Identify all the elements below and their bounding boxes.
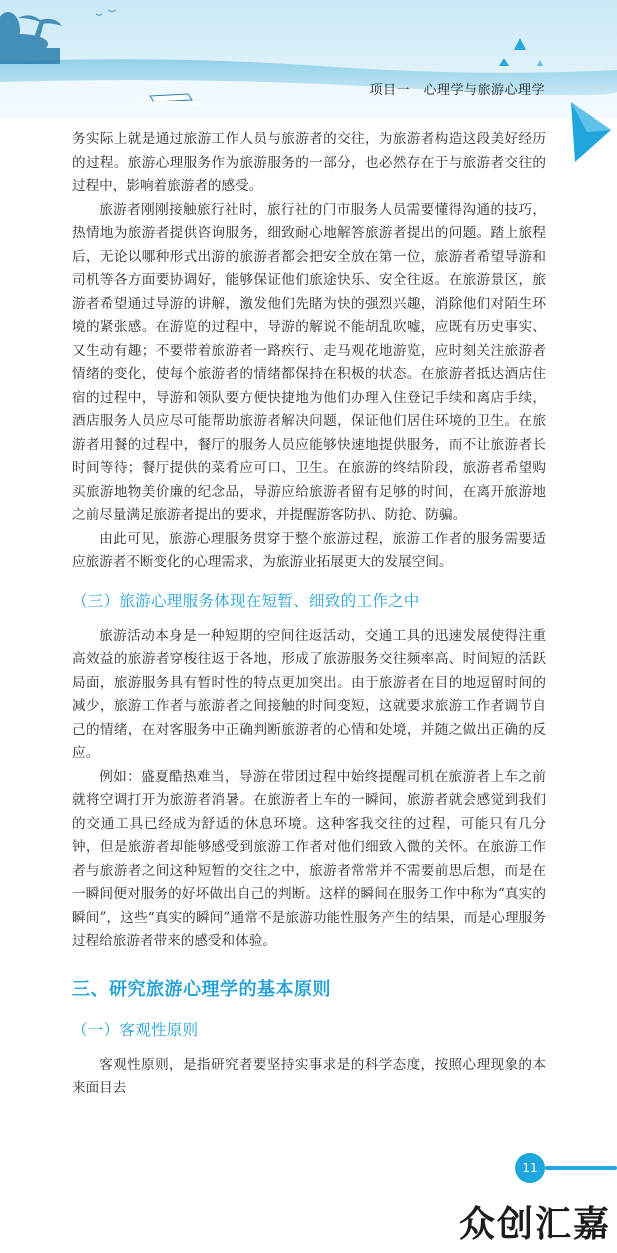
watermark-logo: 众创汇嘉 xyxy=(458,1204,611,1245)
main-content xyxy=(72,128,546,1101)
section-heading: 三、研究旅游心理学的基本原则 xyxy=(72,978,331,1000)
triangle-arrow-icon xyxy=(567,96,617,176)
footer-accent-line xyxy=(545,1166,617,1170)
paragraph: 务实际上就是通过旅游工作人员与旅游者的交往，为旅游者构造这段美好经历的过程。旅游心理服务作为旅游服务的一部分，也必然存在于与旅游者交往的过程中，影响着旅游者的感受。 xyxy=(72,131,546,194)
paragraph: 客观性原则，是指研究者要坚持实事求是的科学态度，按照心理现象的本来面目去 xyxy=(72,1056,546,1096)
header-title: 项目一 心理学与旅游心理学 xyxy=(369,83,545,98)
subsection-heading: （三）旅游心理服务体现在短暂、细致的工作之中 xyxy=(72,591,420,610)
paragraph: 由此可见，旅游心理服务贯穿于整个旅游过程，旅游工作者的服务需要适应旅游者不断变化的心理需求，为旅游业拓展更大的发展空间。 xyxy=(72,530,546,570)
page-number: 11 xyxy=(515,1153,545,1183)
subsection-heading: （一）客观性原则 xyxy=(72,1020,199,1039)
paragraph: 旅游活动本身是一种短期的空间往返活动，交通工具的迅速发展使得注重高效益的旅游者穿梭往返于各地，形成了旅游服务交往频率高、时间短的活跃局面，旅游服务具有暂时性的特点更加突出。由于旅游者在目的地逗留时间的减少，旅游工作者与旅游者之间接触的时间变短，这就要求旅游工作者调节自己的情绪，在对客服务中正确判断旅游者的心情和处境，并随之做出正确的反应。 xyxy=(72,627,546,761)
paragraph: 旅游者刚刚接触旅行社时，旅行社的门市服务人员需要懂得沟通的技巧，热情地为旅游者提供咨询服务，细致耐心地解答旅游者提出的问题。踏上旅程后，无论以哪种形式出游的旅游者都会把安全放在第一位，旅游者希望导游和司机等各方面要协调好，能够保证他们旅途快乐、安全往返。在旅游景区，旅游者希望通过导游的讲解，激发他们先睹为快的强烈兴趣，消除他们对陌生环境的紧张感。在游览的过程中，导游的解说不能胡乱吹嘘，应既有历史事实、又生动有趣；不要带着旅游者一路疾行、走马观花地游览，应时刻关注旅游者情绪的变化，使每个旅游者的情绪都保持在积极的状态。在旅游者抵达酒店住宿的过程中，导游和领队要方便快捷地为他们办理入住登记手续和离店手续，酒店服务人员应尽可能帮助旅游者解决问题，保证他们居住环境的卫生。在旅游者用餐的过程中，餐厅的服务人员应能够快速地提供服务，而不让旅游者长时间等待；餐厅提供的菜肴应可口、卫生。在旅游的终结阶段，旅游者希望购买旅游地物美价廉的纪念品，导游应给旅游者留有足够的时间，在离开旅游地之前尽量满足旅游者提出的要求，并提醒游客防扒、防抢、防骗。 xyxy=(72,201,546,523)
header-banner-illustration xyxy=(0,0,617,118)
paragraph: 例如：盛夏酷热难当，导游在带团过程中始终提醒司机在旅游者上车之前就将空调打开为旅游者消暑。在旅游者上车的一瞬间，旅游者就会感觉到我们的交通工具已经成为舒适的休息环境。这种客我交往的过程，可能只有几分钟，但是旅游者却能够感受到旅游工作者对他们细致入微的关怀。在旅游工作者与旅游者之间这种短暂的交往之中，旅游者常常并不需要前思后想，而是在一瞬间便对服务的好坏做出自己的判断。这样的瞬间在服务工作中称为“真实的瞬间”，这些“真实的瞬间”通常不是旅游功能性服务产生的结果，而是心理服务过程给旅游者带来的感受和体验。 xyxy=(72,768,546,949)
